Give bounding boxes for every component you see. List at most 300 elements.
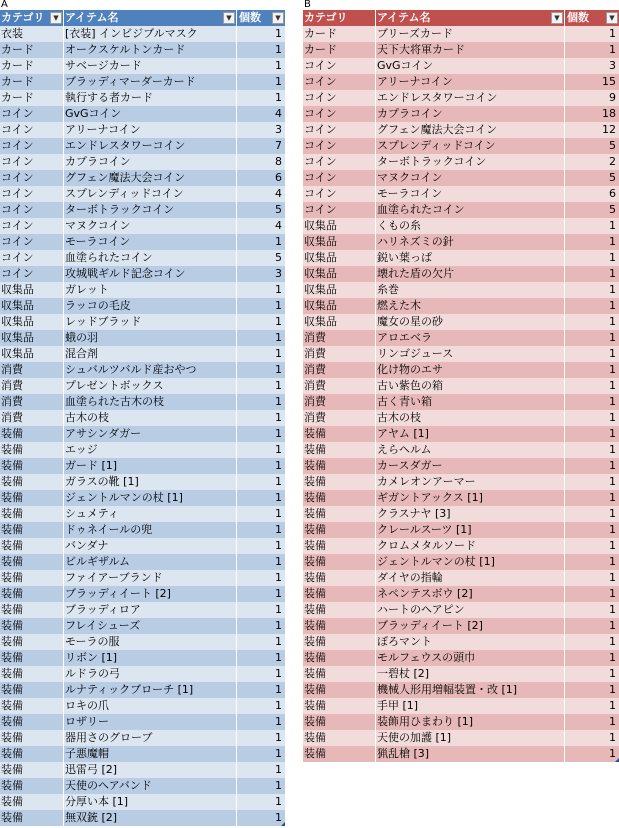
table-row[interactable] xyxy=(303,346,619,362)
cell-category[interactable]: 装備 xyxy=(0,554,64,570)
table-row[interactable] xyxy=(303,154,619,170)
table-row[interactable] xyxy=(0,58,285,74)
cell-count[interactable]: 12 xyxy=(602,123,616,136)
cell-item-name[interactable]: エンドレスタワーコイン xyxy=(64,138,237,154)
cell-category[interactable]: 装備 xyxy=(0,618,64,634)
cell-count[interactable]: 1 xyxy=(275,411,282,424)
cell-item-name[interactable]: ラッコの毛皮 xyxy=(64,298,237,314)
cell-item-name[interactable]: アロエベラ xyxy=(376,330,565,346)
cell-count[interactable]: 1 xyxy=(609,651,616,664)
cell-count[interactable]: 1 xyxy=(609,363,616,376)
cell-category[interactable]: 消費 xyxy=(303,330,376,346)
cell-item-name[interactable]: サベージカード xyxy=(64,58,237,74)
table-row[interactable] xyxy=(0,346,285,362)
cell-item-name[interactable]: ブラッディマーダーカード xyxy=(64,74,237,90)
cell-count[interactable]: 1 xyxy=(275,91,282,104)
cell-category[interactable]: 装備 xyxy=(303,666,376,682)
table-row[interactable] xyxy=(303,42,619,58)
cell-item-name[interactable]: クレールスーツ [1] xyxy=(376,522,565,538)
cell-category[interactable]: 装備 xyxy=(0,442,64,458)
cell-count[interactable]: 1 xyxy=(275,59,282,72)
cell-category[interactable]: 装備 xyxy=(303,426,376,442)
cell-category[interactable]: 消費 xyxy=(0,378,64,394)
cell-item-name[interactable]: エンドレスタワーコイン xyxy=(376,90,565,106)
cell-category[interactable]: 装備 xyxy=(0,602,64,618)
cell-count[interactable]: 1 xyxy=(275,795,282,808)
cell-item-name[interactable]: ドゥネイールの兜 xyxy=(64,522,237,538)
cell-count[interactable]: 1 xyxy=(609,667,616,680)
cell-item-name[interactable]: グフェン魔法大会コイン xyxy=(64,170,237,186)
cell-count[interactable]: 1 xyxy=(609,299,616,312)
cell-category[interactable]: 収集品 xyxy=(303,218,376,234)
table-row[interactable] xyxy=(0,602,285,618)
cell-category[interactable]: コイン xyxy=(303,106,376,122)
cell-item-name[interactable]: 古木の枝 xyxy=(64,410,237,426)
cell-category[interactable]: 消費 xyxy=(0,394,64,410)
cell-count[interactable]: 1 xyxy=(275,731,282,744)
cell-count[interactable]: 1 xyxy=(609,459,616,472)
cell-count[interactable]: 1 xyxy=(609,699,616,712)
cell-item-name[interactable]: 魔女の星の砂 xyxy=(376,314,565,330)
table-resize-handle-icon[interactable] xyxy=(615,758,619,762)
cell-category[interactable]: 装備 xyxy=(0,778,64,794)
cell-category[interactable]: 衣装 xyxy=(0,26,64,42)
cell-category[interactable]: 装備 xyxy=(303,618,376,634)
cell-category[interactable]: 収集品 xyxy=(0,346,64,362)
cell-count[interactable]: 4 xyxy=(275,219,282,232)
table-row[interactable] xyxy=(0,186,285,202)
table-row[interactable] xyxy=(0,810,285,826)
cell-item-name[interactable]: 子悪魔帽 xyxy=(64,746,237,762)
table-row[interactable] xyxy=(0,298,285,314)
cell-category[interactable]: コイン xyxy=(0,266,64,282)
cell-count[interactable]: 1 xyxy=(275,75,282,88)
cell-item-name[interactable]: スプレンディッドコイン xyxy=(64,186,237,202)
cell-count[interactable]: 1 xyxy=(609,251,616,264)
table-row[interactable] xyxy=(303,586,619,602)
cell-category[interactable]: 装備 xyxy=(0,538,64,554)
cell-count[interactable]: 4 xyxy=(275,107,282,120)
cell-count[interactable]: 4 xyxy=(275,187,282,200)
cell-category[interactable]: 装備 xyxy=(0,474,64,490)
table-row[interactable] xyxy=(303,698,619,714)
cell-item-name[interactable]: GvGコイン xyxy=(64,106,237,122)
cell-count[interactable]: 1 xyxy=(275,683,282,696)
table-row[interactable] xyxy=(0,762,285,778)
cell-item-name[interactable]: ブラッディイート [2] xyxy=(64,586,237,602)
header-category[interactable] xyxy=(0,10,64,26)
table-row[interactable] xyxy=(0,522,285,538)
cell-category[interactable]: 装備 xyxy=(0,698,64,714)
cell-count[interactable]: 1 xyxy=(275,43,282,56)
cell-category[interactable]: 装備 xyxy=(303,474,376,490)
cell-category[interactable]: 装備 xyxy=(0,762,64,778)
cell-item-name[interactable]: ビルギザルム xyxy=(64,554,237,570)
header-category[interactable] xyxy=(303,10,376,26)
cell-item-name[interactable]: カプラコイン xyxy=(376,106,565,122)
table-row[interactable] xyxy=(0,490,285,506)
cell-item-name[interactable]: カプラコイン xyxy=(64,154,237,170)
table-resize-handle-icon[interactable] xyxy=(281,822,285,826)
cell-count[interactable]: 1 xyxy=(275,779,282,792)
cell-category[interactable]: 装備 xyxy=(0,794,64,810)
cell-category[interactable]: 装備 xyxy=(0,586,64,602)
cell-item-name[interactable]: ギガントアックス [1] xyxy=(376,490,565,506)
cell-count[interactable]: 1 xyxy=(275,747,282,760)
cell-category[interactable]: 装備 xyxy=(303,698,376,714)
cell-count[interactable]: 1 xyxy=(609,219,616,232)
cell-category[interactable]: 装備 xyxy=(303,490,376,506)
table-row[interactable] xyxy=(303,250,619,266)
table-row[interactable] xyxy=(0,410,285,426)
cell-category[interactable]: コイン xyxy=(303,154,376,170)
table-row[interactable] xyxy=(0,458,285,474)
cell-item-name[interactable]: 燃えた木 xyxy=(376,298,565,314)
cell-count[interactable]: 1 xyxy=(609,507,616,520)
table-row[interactable] xyxy=(0,74,285,90)
table-row[interactable] xyxy=(303,426,619,442)
cell-count[interactable]: 1 xyxy=(275,475,282,488)
cell-count[interactable]: 1 xyxy=(275,571,282,584)
table-row[interactable] xyxy=(303,234,619,250)
cell-item-name[interactable]: ブラッディイート [2] xyxy=(376,618,565,634)
table-row[interactable] xyxy=(303,314,619,330)
table-row[interactable] xyxy=(303,730,619,746)
cell-item-name[interactable]: 血塗られた古木の枝 xyxy=(64,394,237,410)
table-row[interactable] xyxy=(303,682,619,698)
cell-category[interactable]: 装備 xyxy=(0,458,64,474)
cell-count[interactable]: 1 xyxy=(275,635,282,648)
table-row[interactable] xyxy=(0,170,285,186)
table-row[interactable] xyxy=(303,58,619,74)
table-row[interactable] xyxy=(303,74,619,90)
table-row[interactable] xyxy=(0,746,285,762)
table-row[interactable] xyxy=(0,378,285,394)
cell-count[interactable]: 5 xyxy=(609,203,616,216)
cell-item-name[interactable]: 糸巻 xyxy=(376,282,565,298)
cell-category[interactable]: コイン xyxy=(303,202,376,218)
cell-category[interactable]: 装備 xyxy=(0,666,64,682)
cell-count[interactable]: 1 xyxy=(275,459,282,472)
cell-category[interactable]: 消費 xyxy=(0,362,64,378)
cell-item-name[interactable]: 古木の枝 xyxy=(376,410,565,426)
cell-category[interactable]: コイン xyxy=(0,106,64,122)
cell-category[interactable]: 収集品 xyxy=(0,298,64,314)
cell-item-name[interactable]: マヌクコイン xyxy=(64,218,237,234)
cell-item-name[interactable]: ファイアーブランド xyxy=(64,570,237,586)
cell-count[interactable]: 1 xyxy=(609,587,616,600)
cell-count[interactable]: 1 xyxy=(609,283,616,296)
cell-item-name[interactable]: ガレット xyxy=(64,282,237,298)
table-row[interactable] xyxy=(303,650,619,666)
cell-item-name[interactable]: モーラコイン xyxy=(64,234,237,250)
cell-count[interactable]: 1 xyxy=(609,539,616,552)
table-row[interactable] xyxy=(303,714,619,730)
table-row[interactable] xyxy=(303,122,619,138)
cell-count[interactable]: 1 xyxy=(275,363,282,376)
cell-count[interactable]: 3 xyxy=(609,59,616,72)
cell-item-name[interactable]: ターボトラックコイン xyxy=(376,154,565,170)
table-row[interactable] xyxy=(0,426,285,442)
cell-category[interactable]: 装備 xyxy=(0,570,64,586)
cell-count[interactable]: 1 xyxy=(609,235,616,248)
cell-item-name[interactable]: グフェン魔法大会コイン xyxy=(376,122,565,138)
cell-count[interactable]: 1 xyxy=(275,699,282,712)
cell-count[interactable]: 1 xyxy=(275,619,282,632)
cell-category[interactable]: 装備 xyxy=(303,714,376,730)
cell-count[interactable]: 1 xyxy=(275,603,282,616)
cell-category[interactable]: 収集品 xyxy=(303,298,376,314)
cell-count[interactable]: 2 xyxy=(609,155,616,168)
cell-category[interactable]: 装備 xyxy=(303,602,376,618)
table-row[interactable] xyxy=(303,618,619,634)
cell-category[interactable]: コイン xyxy=(0,234,64,250)
cell-category[interactable]: 装備 xyxy=(0,506,64,522)
cell-category[interactable]: 消費 xyxy=(0,410,64,426)
cell-item-name[interactable]: ジェントルマンの杖 [1] xyxy=(64,490,237,506)
cell-category[interactable]: コイン xyxy=(303,122,376,138)
cell-item-name[interactable]: 猟乱槍 [3] xyxy=(376,746,565,762)
cell-item-name[interactable]: ハリネズミの針 xyxy=(376,234,565,250)
cell-count[interactable]: 1 xyxy=(609,635,616,648)
cell-count[interactable]: 1 xyxy=(609,491,616,504)
cell-item-name[interactable]: リンゴジュース xyxy=(376,346,565,362)
cell-count[interactable]: 1 xyxy=(609,331,616,344)
cell-category[interactable]: コイン xyxy=(303,58,376,74)
cell-count[interactable]: 1 xyxy=(275,539,282,552)
sort-filter-icon[interactable]: ▼ xyxy=(551,12,563,24)
cell-item-name[interactable]: 古く青い箱 xyxy=(376,394,565,410)
table-row[interactable] xyxy=(303,522,619,538)
cell-item-name[interactable]: モーラコイン xyxy=(376,186,565,202)
cell-category[interactable]: 装備 xyxy=(303,634,376,650)
cell-count[interactable]: 1 xyxy=(275,331,282,344)
cell-category[interactable]: コイン xyxy=(0,202,64,218)
cell-category[interactable]: 装備 xyxy=(0,730,64,746)
cell-item-name[interactable]: 天使のヘアバンド xyxy=(64,778,237,794)
cell-item-name[interactable]: クロムメタルソード xyxy=(376,538,565,554)
table-row[interactable] xyxy=(303,186,619,202)
table-row[interactable] xyxy=(0,282,285,298)
cell-count[interactable]: 3 xyxy=(275,267,282,280)
filter-dropdown-icon[interactable]: ▼ xyxy=(606,12,618,24)
cell-category[interactable]: カード xyxy=(0,58,64,74)
table-row[interactable] xyxy=(303,330,619,346)
cell-count[interactable]: 1 xyxy=(609,603,616,616)
cell-count[interactable]: 1 xyxy=(275,395,282,408)
cell-category[interactable]: 装備 xyxy=(303,506,376,522)
cell-count[interactable]: 1 xyxy=(609,475,616,488)
cell-count[interactable]: 7 xyxy=(275,139,282,152)
cell-item-name[interactable]: 蛾の羽 xyxy=(64,330,237,346)
cell-count[interactable]: 9 xyxy=(609,91,616,104)
table-row[interactable] xyxy=(0,218,285,234)
cell-item-name[interactable]: 分厚い本 [1] xyxy=(64,794,237,810)
table-row[interactable] xyxy=(0,106,285,122)
table-row[interactable] xyxy=(0,330,285,346)
cell-count[interactable]: 5 xyxy=(609,139,616,152)
cell-category[interactable]: 装備 xyxy=(0,714,64,730)
cell-count[interactable]: 1 xyxy=(609,427,616,440)
cell-item-name[interactable]: マヌクコイン xyxy=(376,170,565,186)
cell-count[interactable]: 1 xyxy=(609,27,616,40)
cell-category[interactable]: 収集品 xyxy=(0,314,64,330)
cell-count[interactable]: 1 xyxy=(275,507,282,520)
cell-category[interactable]: コイン xyxy=(303,186,376,202)
cell-category[interactable]: コイン xyxy=(0,154,64,170)
cell-item-name[interactable]: [衣装] インビジブルマスク xyxy=(64,26,237,42)
cell-item-name[interactable]: ルドラの弓 xyxy=(64,666,237,682)
cell-category[interactable]: カード xyxy=(0,42,64,58)
table-row[interactable] xyxy=(0,394,285,410)
table-row[interactable] xyxy=(0,122,285,138)
table-row[interactable] xyxy=(0,138,285,154)
table-row[interactable] xyxy=(0,362,285,378)
header-item[interactable] xyxy=(376,10,565,26)
cell-count[interactable]: 1 xyxy=(275,667,282,680)
table-row[interactable] xyxy=(0,506,285,522)
cell-item-name[interactable]: シュバルツバルド産おやつ xyxy=(64,362,237,378)
cell-item-name[interactable]: 古い紫色の箱 xyxy=(376,378,565,394)
cell-category[interactable]: 装備 xyxy=(0,810,64,826)
cell-count[interactable]: 1 xyxy=(609,395,616,408)
table-row[interactable] xyxy=(303,506,619,522)
table-row[interactable] xyxy=(303,90,619,106)
cell-item-name[interactable]: 機械人形用増幅装置・改 [1] xyxy=(376,682,565,698)
table-row[interactable] xyxy=(0,778,285,794)
cell-category[interactable]: 装備 xyxy=(0,426,64,442)
cell-item-name[interactable]: エッジ xyxy=(64,442,237,458)
cell-category[interactable]: 装備 xyxy=(303,586,376,602)
cell-category[interactable]: 装備 xyxy=(303,650,376,666)
cell-category[interactable]: 装備 xyxy=(303,570,376,586)
cell-category[interactable]: 消費 xyxy=(303,410,376,426)
cell-count[interactable]: 1 xyxy=(609,379,616,392)
table-row[interactable] xyxy=(303,602,619,618)
sort-filter-icon[interactable]: ▼ xyxy=(223,12,235,24)
cell-item-name[interactable]: バンダナ xyxy=(64,538,237,554)
table-row[interactable] xyxy=(303,298,619,314)
cell-category[interactable]: コイン xyxy=(0,250,64,266)
cell-item-name[interactable]: カメレオンアーマー xyxy=(376,474,565,490)
table-row[interactable] xyxy=(0,554,285,570)
table-row[interactable] xyxy=(303,538,619,554)
table-row[interactable] xyxy=(0,730,285,746)
cell-item-name[interactable]: 天下大将軍カード xyxy=(376,42,565,58)
cell-category[interactable]: コイン xyxy=(303,170,376,186)
cell-item-name[interactable]: ジェントルマンの杖 [1] xyxy=(376,554,565,570)
cell-category[interactable]: 収集品 xyxy=(303,282,376,298)
cell-count[interactable]: 1 xyxy=(275,347,282,360)
table-row[interactable] xyxy=(0,90,285,106)
cell-item-name[interactable]: 器用さのグローブ xyxy=(64,730,237,746)
cell-item-name[interactable]: レッドブラッド xyxy=(64,314,237,330)
cell-item-name[interactable]: 血塗られたコイン xyxy=(64,250,237,266)
cell-count[interactable]: 1 xyxy=(609,267,616,280)
table-row[interactable] xyxy=(0,266,285,282)
table-row[interactable] xyxy=(0,234,285,250)
cell-item-name[interactable]: 攻城戦ギルド記念コイン xyxy=(64,266,237,282)
cell-item-name[interactable]: えらヘルム xyxy=(376,442,565,458)
cell-category[interactable]: コイン xyxy=(0,186,64,202)
cell-count[interactable]: 1 xyxy=(609,571,616,584)
cell-item-name[interactable]: アリーナコイン xyxy=(64,122,237,138)
cell-item-name[interactable]: 化け物のエサ xyxy=(376,362,565,378)
cell-count[interactable]: 1 xyxy=(275,651,282,664)
cell-item-name[interactable]: アヤム [1] xyxy=(376,426,565,442)
cell-item-name[interactable]: 壊れた盾の欠片 xyxy=(376,266,565,282)
cell-count[interactable]: 1 xyxy=(609,523,616,536)
table-row[interactable] xyxy=(0,666,285,682)
table-row[interactable] xyxy=(0,474,285,490)
cell-item-name[interactable]: アサシンダガー xyxy=(64,426,237,442)
table-row[interactable] xyxy=(303,362,619,378)
cell-count[interactable]: 1 xyxy=(275,491,282,504)
cell-item-name[interactable]: カースダガー xyxy=(376,458,565,474)
cell-item-name[interactable]: 混合剤 xyxy=(64,346,237,362)
cell-count[interactable]: 1 xyxy=(609,555,616,568)
cell-item-name[interactable]: ロザリー xyxy=(64,714,237,730)
cell-count[interactable]: 1 xyxy=(275,283,282,296)
table-row[interactable] xyxy=(303,442,619,458)
cell-item-name[interactable]: シュメティ xyxy=(64,506,237,522)
cell-category[interactable]: 装備 xyxy=(303,554,376,570)
cell-count[interactable]: 1 xyxy=(275,715,282,728)
cell-category[interactable]: 装備 xyxy=(0,746,64,762)
table-row[interactable] xyxy=(303,474,619,490)
header-item[interactable] xyxy=(64,10,237,26)
cell-count[interactable]: 1 xyxy=(275,299,282,312)
cell-count[interactable]: 1 xyxy=(609,315,616,328)
cell-category[interactable]: コイン xyxy=(0,218,64,234)
table-row[interactable] xyxy=(0,538,285,554)
cell-count[interactable]: 8 xyxy=(275,155,282,168)
cell-count[interactable]: 6 xyxy=(609,187,616,200)
cell-category[interactable]: カード xyxy=(0,74,64,90)
cell-count[interactable]: 1 xyxy=(275,587,282,600)
cell-category[interactable]: 装備 xyxy=(0,490,64,506)
cell-item-name[interactable]: 執行する者カード xyxy=(64,90,237,106)
cell-count[interactable]: 1 xyxy=(275,235,282,248)
table-row[interactable] xyxy=(0,442,285,458)
filter-dropdown-icon[interactable]: ▼ xyxy=(272,12,284,24)
table-row[interactable] xyxy=(0,794,285,810)
table-row[interactable] xyxy=(0,650,285,666)
table-row[interactable] xyxy=(0,698,285,714)
table-row[interactable] xyxy=(303,378,619,394)
cell-count[interactable]: 1 xyxy=(609,715,616,728)
table-row[interactable] xyxy=(0,26,285,42)
cell-item-name[interactable]: ブラッディロア xyxy=(64,602,237,618)
cell-category[interactable]: 装備 xyxy=(0,634,64,650)
cell-count[interactable]: 1 xyxy=(275,523,282,536)
cell-count[interactable]: 1 xyxy=(609,411,616,424)
cell-count[interactable]: 1 xyxy=(609,347,616,360)
table-row[interactable] xyxy=(303,202,619,218)
table-row[interactable] xyxy=(303,490,619,506)
table-row[interactable] xyxy=(0,714,285,730)
cell-item-name[interactable]: 装飾用ひまわり [1] xyxy=(376,714,565,730)
table-row[interactable] xyxy=(303,746,619,762)
table-row[interactable] xyxy=(0,586,285,602)
cell-count[interactable]: 18 xyxy=(602,107,616,120)
table-row[interactable] xyxy=(303,570,619,586)
cell-item-name[interactable]: ハートのヘアピン xyxy=(376,602,565,618)
cell-item-name[interactable]: ガラスの靴 [1] xyxy=(64,474,237,490)
sort-filter-icon[interactable]: ▼ xyxy=(50,12,62,24)
table-row[interactable] xyxy=(303,554,619,570)
cell-count[interactable]: 1 xyxy=(275,379,282,392)
